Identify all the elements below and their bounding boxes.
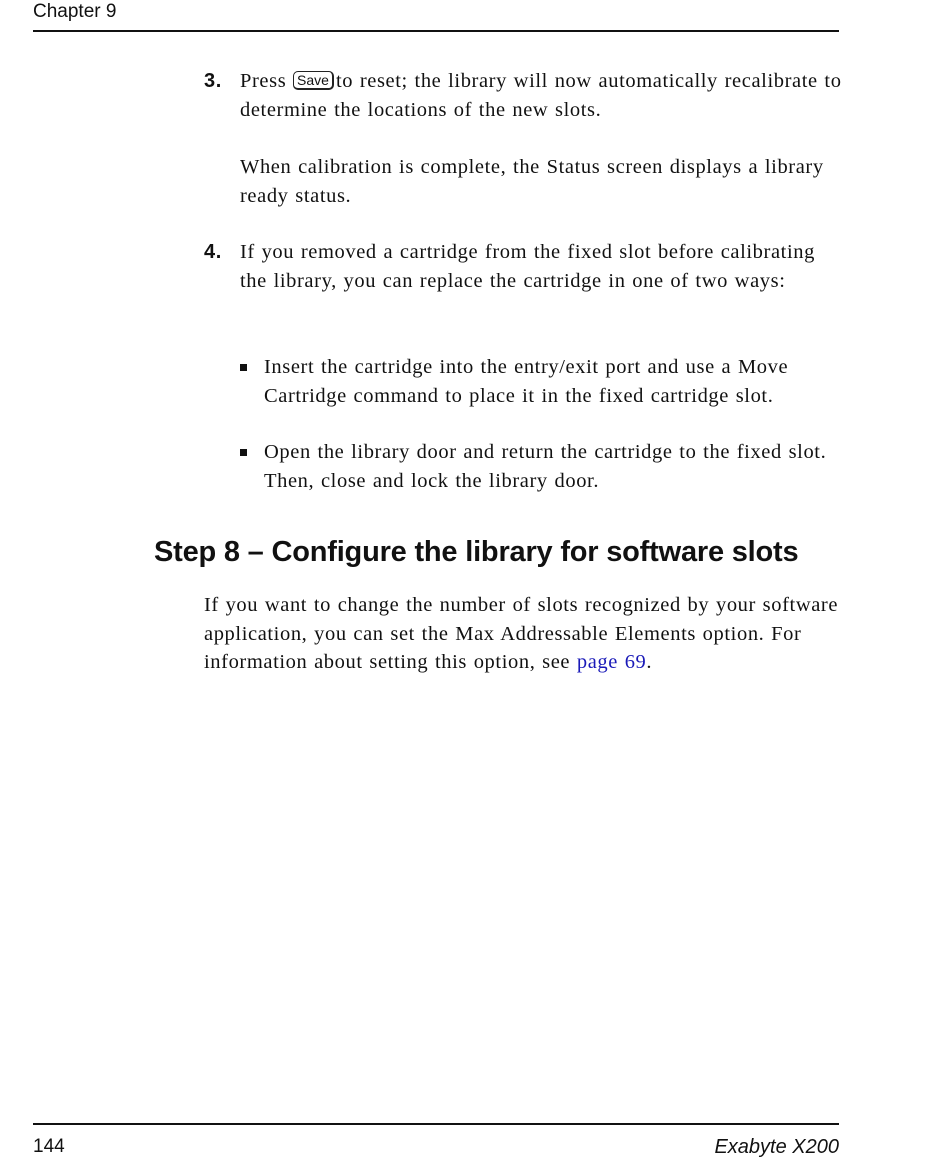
save-key-icon: Save [293,71,334,90]
bullet-item-1 [240,353,840,410]
page-69-link[interactable]: page 69 [576,651,647,674]
footer-rule [33,1123,839,1125]
bullet-item-text: Open the library door and return the cartridge to the fixed slot. Then, close and lock the library door. [264,441,827,492]
step-3 [204,67,844,211]
bullet-item-text: Insert the cartridge into the entry/exit port and use a Move Cartridge command to place it in the fixed cartridge slot. [264,356,789,407]
step-4 [204,238,844,295]
product-name: Exabyte X200 [714,1136,839,1158]
square-bullet-icon [240,449,247,456]
press-text: Press [240,70,287,92]
section-heading: Step 8 – Configure the library for software slots [154,536,799,568]
step-3-paragraph-1 [240,67,844,124]
reset-text: to reset; the library will now automatically recalibrate to determine the locations of the new slots. [240,70,842,121]
section-paragraph [204,591,844,677]
bullet-item-2 [240,438,840,495]
step-number: 4. [204,241,222,263]
section-paragraph-end: . [646,651,653,674]
running-head: Chapter 9 [33,1,117,22]
step-number: 3. [204,70,222,92]
step-3-paragraph-2: When calibration is complete, the Status screen displays a library ready status. [240,156,824,207]
square-bullet-icon [240,364,247,371]
section-paragraph-text: If you want to change the number of slots recognized by your software application, you can set the Max Addressable Elements option. For information about setting this option, see [204,594,839,674]
step-4-paragraph-1: If you removed a cartridge from the fixed slot before calibrating the library, you can replace the cartridge in one of two ways: [240,241,815,292]
header-rule [33,30,839,32]
page-number: 144 [33,1136,65,1157]
